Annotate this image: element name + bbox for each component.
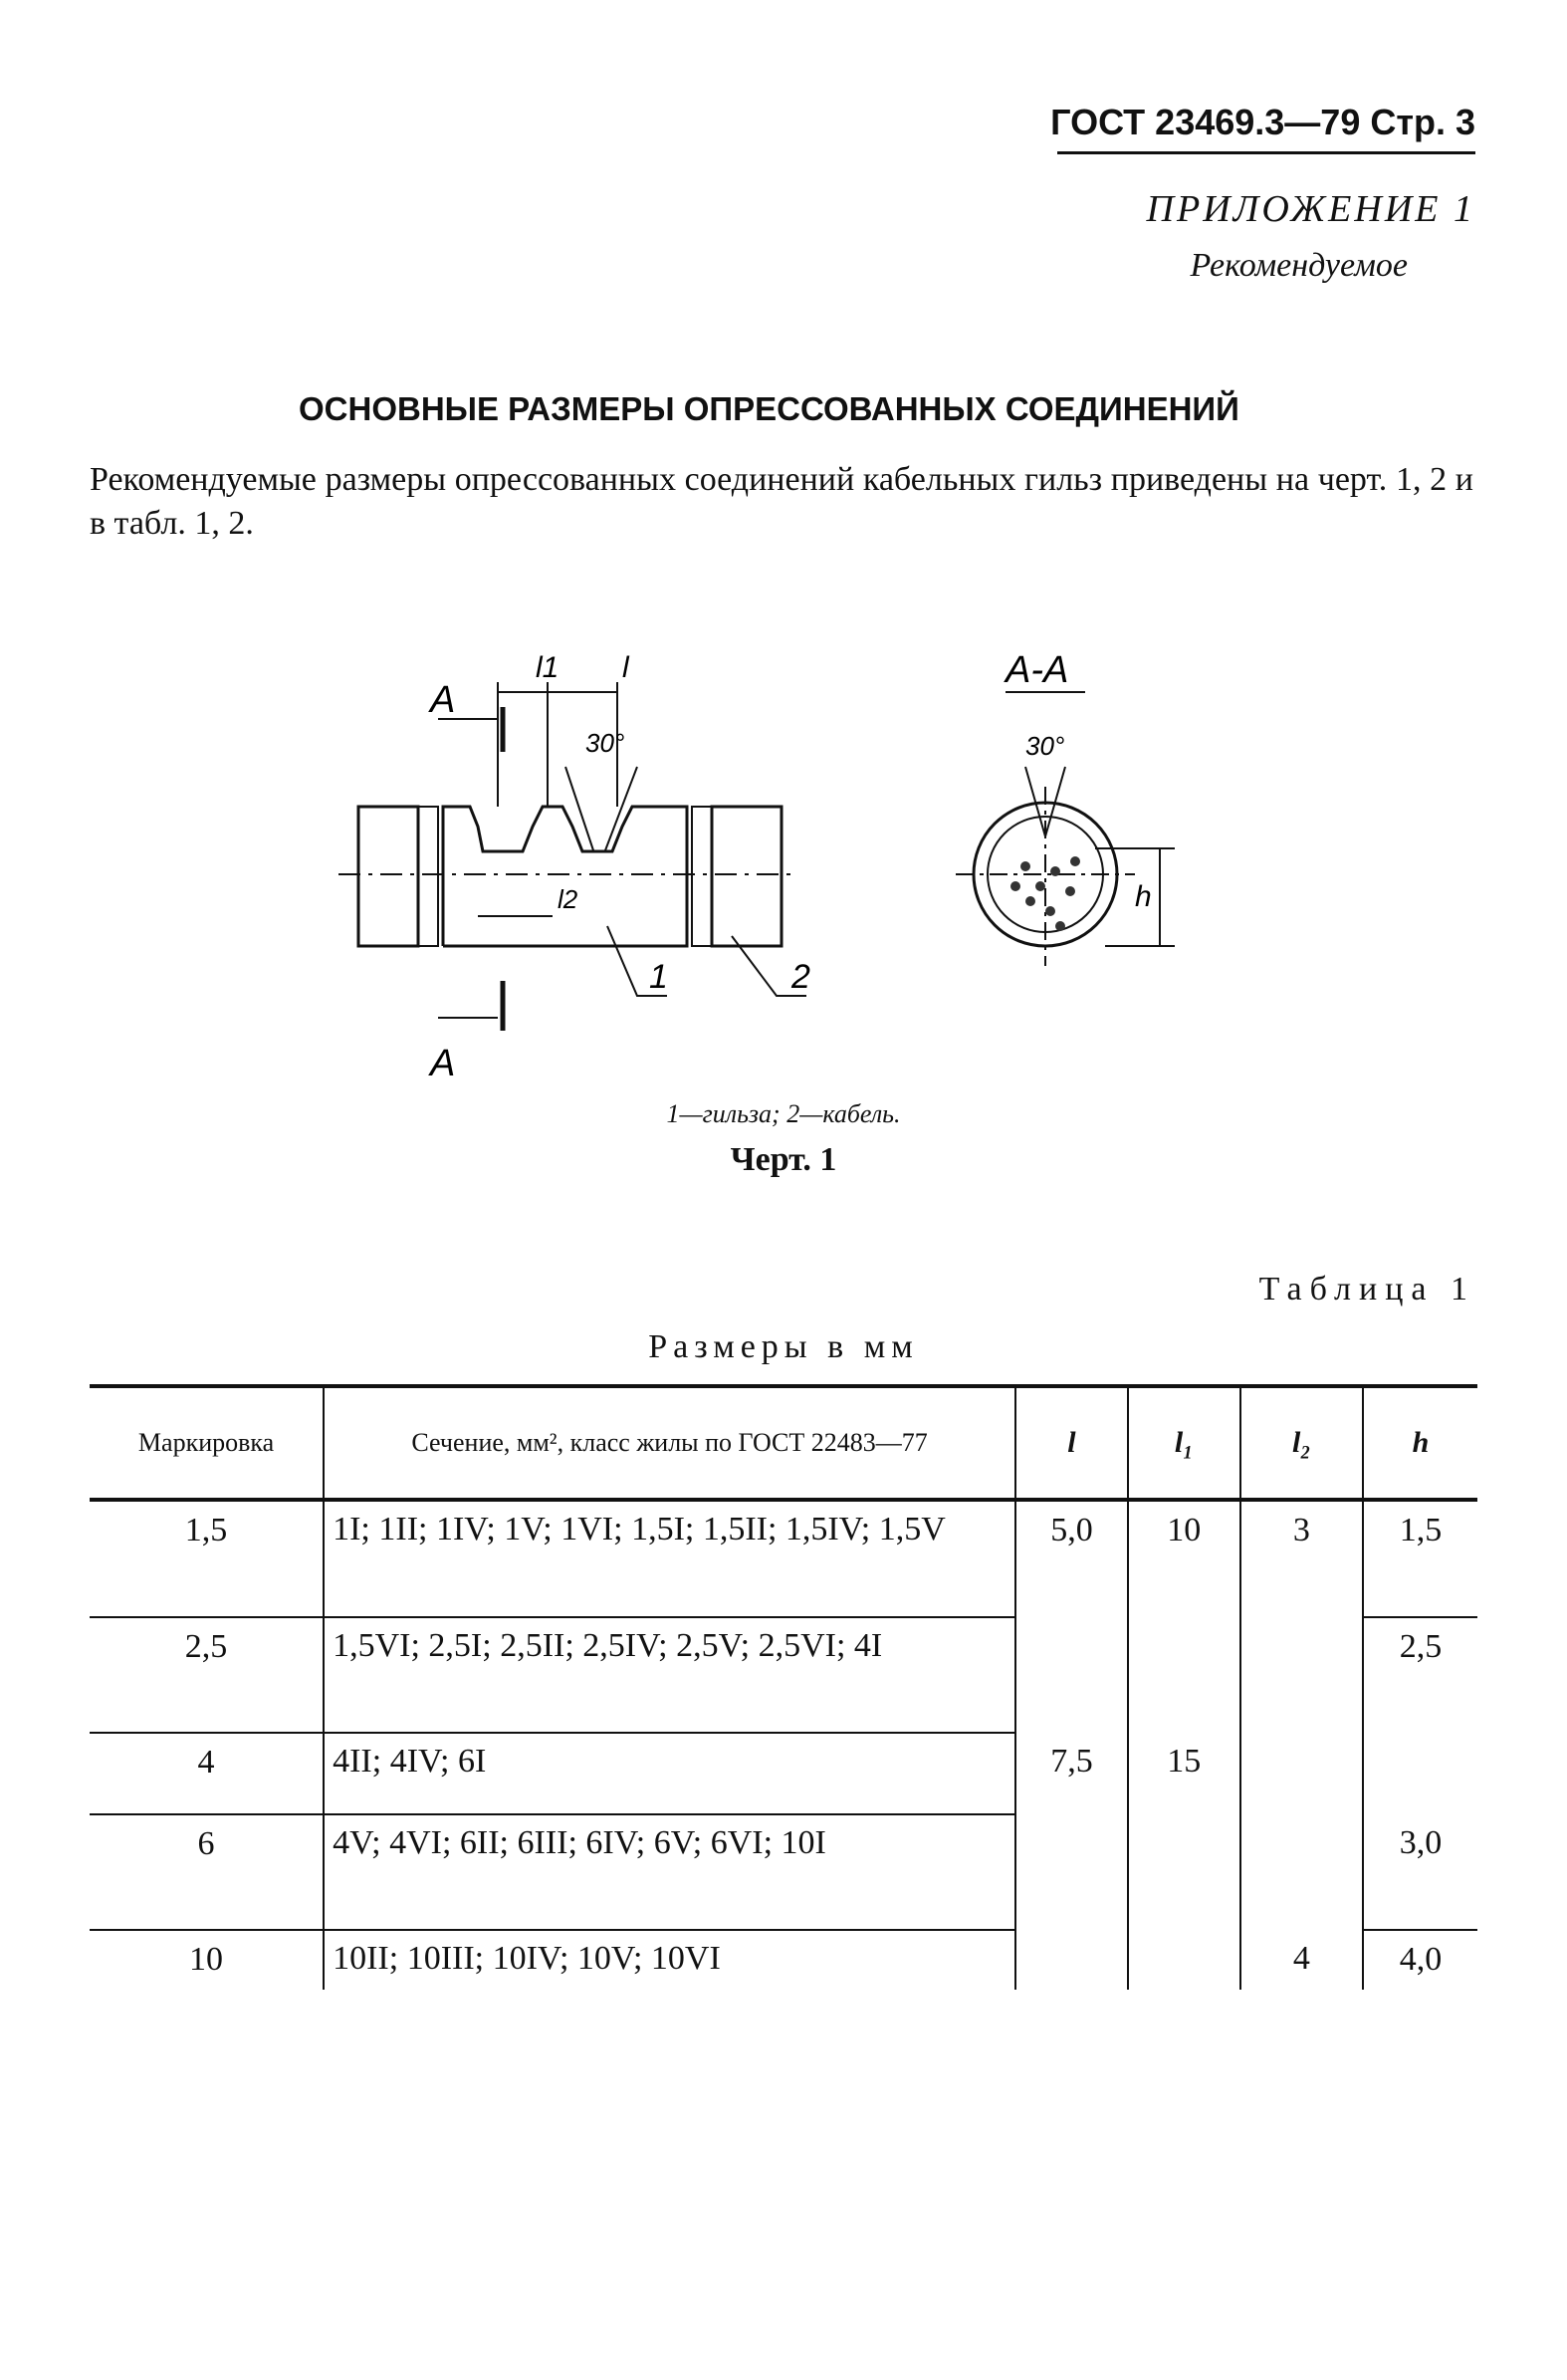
- cell-marking: 2,5: [90, 1617, 324, 1733]
- cell-marking: 4: [90, 1733, 324, 1814]
- cell-marking: 6: [90, 1814, 324, 1930]
- header-h: h: [1363, 1386, 1477, 1500]
- appendix-title: ПРИЛОЖЕНИЕ 1: [1146, 188, 1475, 230]
- cell-h: 4,0: [1363, 1930, 1477, 1990]
- header-l1: l₁: [1128, 1386, 1240, 1500]
- page-header: ГОСТ 23469.3—79 Стр. 3: [1050, 102, 1475, 142]
- table-label: Таблица 1: [1258, 1271, 1475, 1308]
- label-section-a-top: А: [430, 679, 456, 721]
- cell-section: 10II; 10III; 10IV; 10V; 10VI: [324, 1930, 1015, 1990]
- label-part-2: 2: [791, 958, 810, 996]
- cell-l1-merged: 10: [1128, 1500, 1240, 1733]
- cell-h: 3,0: [1363, 1814, 1477, 1930]
- dimensions-table: [90, 1384, 1477, 1990]
- cell-section: 4II; 4IV; 6I: [324, 1733, 1015, 1814]
- cell-l-merged: 7,5: [1015, 1733, 1128, 1990]
- cell-l-merged: 5,0: [1015, 1500, 1128, 1733]
- table-row: [90, 1930, 1477, 1990]
- section-title: ОСНОВНЫЕ РАЗМЕРЫ ОПРЕССОВАННЫХ СОЕДИНЕНИЙ: [299, 390, 1239, 427]
- label-section-view: А-А: [1006, 649, 1069, 691]
- table-header-row: [90, 1386, 1477, 1500]
- header-l2: l₂: [1240, 1386, 1363, 1500]
- intro-paragraph: Рекомендуемые размеры опрессованных соединений кабельных гильз приведены на черт. 1, 2 и в табл. 1, 2.: [90, 461, 1473, 542]
- header-l: l: [1015, 1386, 1128, 1500]
- cell-l2: 4: [1240, 1930, 1363, 1990]
- cell-marking: 1,5: [90, 1500, 324, 1617]
- cell-section: 1,5VI; 2,5I; 2,5II; 2,5IV; 2,5V; 2,5VI; 4I: [324, 1617, 1015, 1733]
- header-marking: Маркировка: [90, 1386, 324, 1500]
- cell-l2-merged: 3: [1240, 1500, 1363, 1930]
- label-l2: l2: [558, 884, 578, 914]
- label-angle-section: 30°: [1025, 731, 1065, 761]
- label-l: l: [622, 651, 629, 684]
- cell-section: 1I; 1II; 1IV; 1V; 1VI; 1,5I; 1,5II; 1,5IV; 1,5V: [324, 1500, 1015, 1617]
- header-section: Сечение, мм², класс жилы по ГОСТ 22483—77: [324, 1386, 1015, 1500]
- drawing-1: [338, 637, 1234, 1085]
- cell-h: 2,5: [1363, 1617, 1477, 1814]
- cell-l1-merged: 15: [1128, 1733, 1240, 1990]
- table-row: [90, 1500, 1477, 1617]
- cell-marking: 10: [189, 1941, 224, 1978]
- label-angle: 30°: [585, 728, 625, 758]
- label-h: h: [1135, 880, 1152, 913]
- cell-section: 4V; 4VI; 6II; 6III; 6IV; 6V; 6VI; 10I: [324, 1814, 1015, 1930]
- drawing-caption: 1—гильза; 2—кабель.: [666, 1099, 901, 1128]
- appendix-subtitle: Рекомендуемое: [1190, 247, 1408, 284]
- label-part-1: 1: [649, 958, 668, 996]
- header-rule: [1057, 151, 1475, 154]
- cell-h: 1,5: [1363, 1500, 1477, 1617]
- label-l1: l1: [536, 651, 560, 684]
- drawing-title: Черт. 1: [730, 1141, 837, 1178]
- label-section-a-bottom: А: [430, 1043, 456, 1084]
- table-units: Размеры в мм: [648, 1328, 919, 1365]
